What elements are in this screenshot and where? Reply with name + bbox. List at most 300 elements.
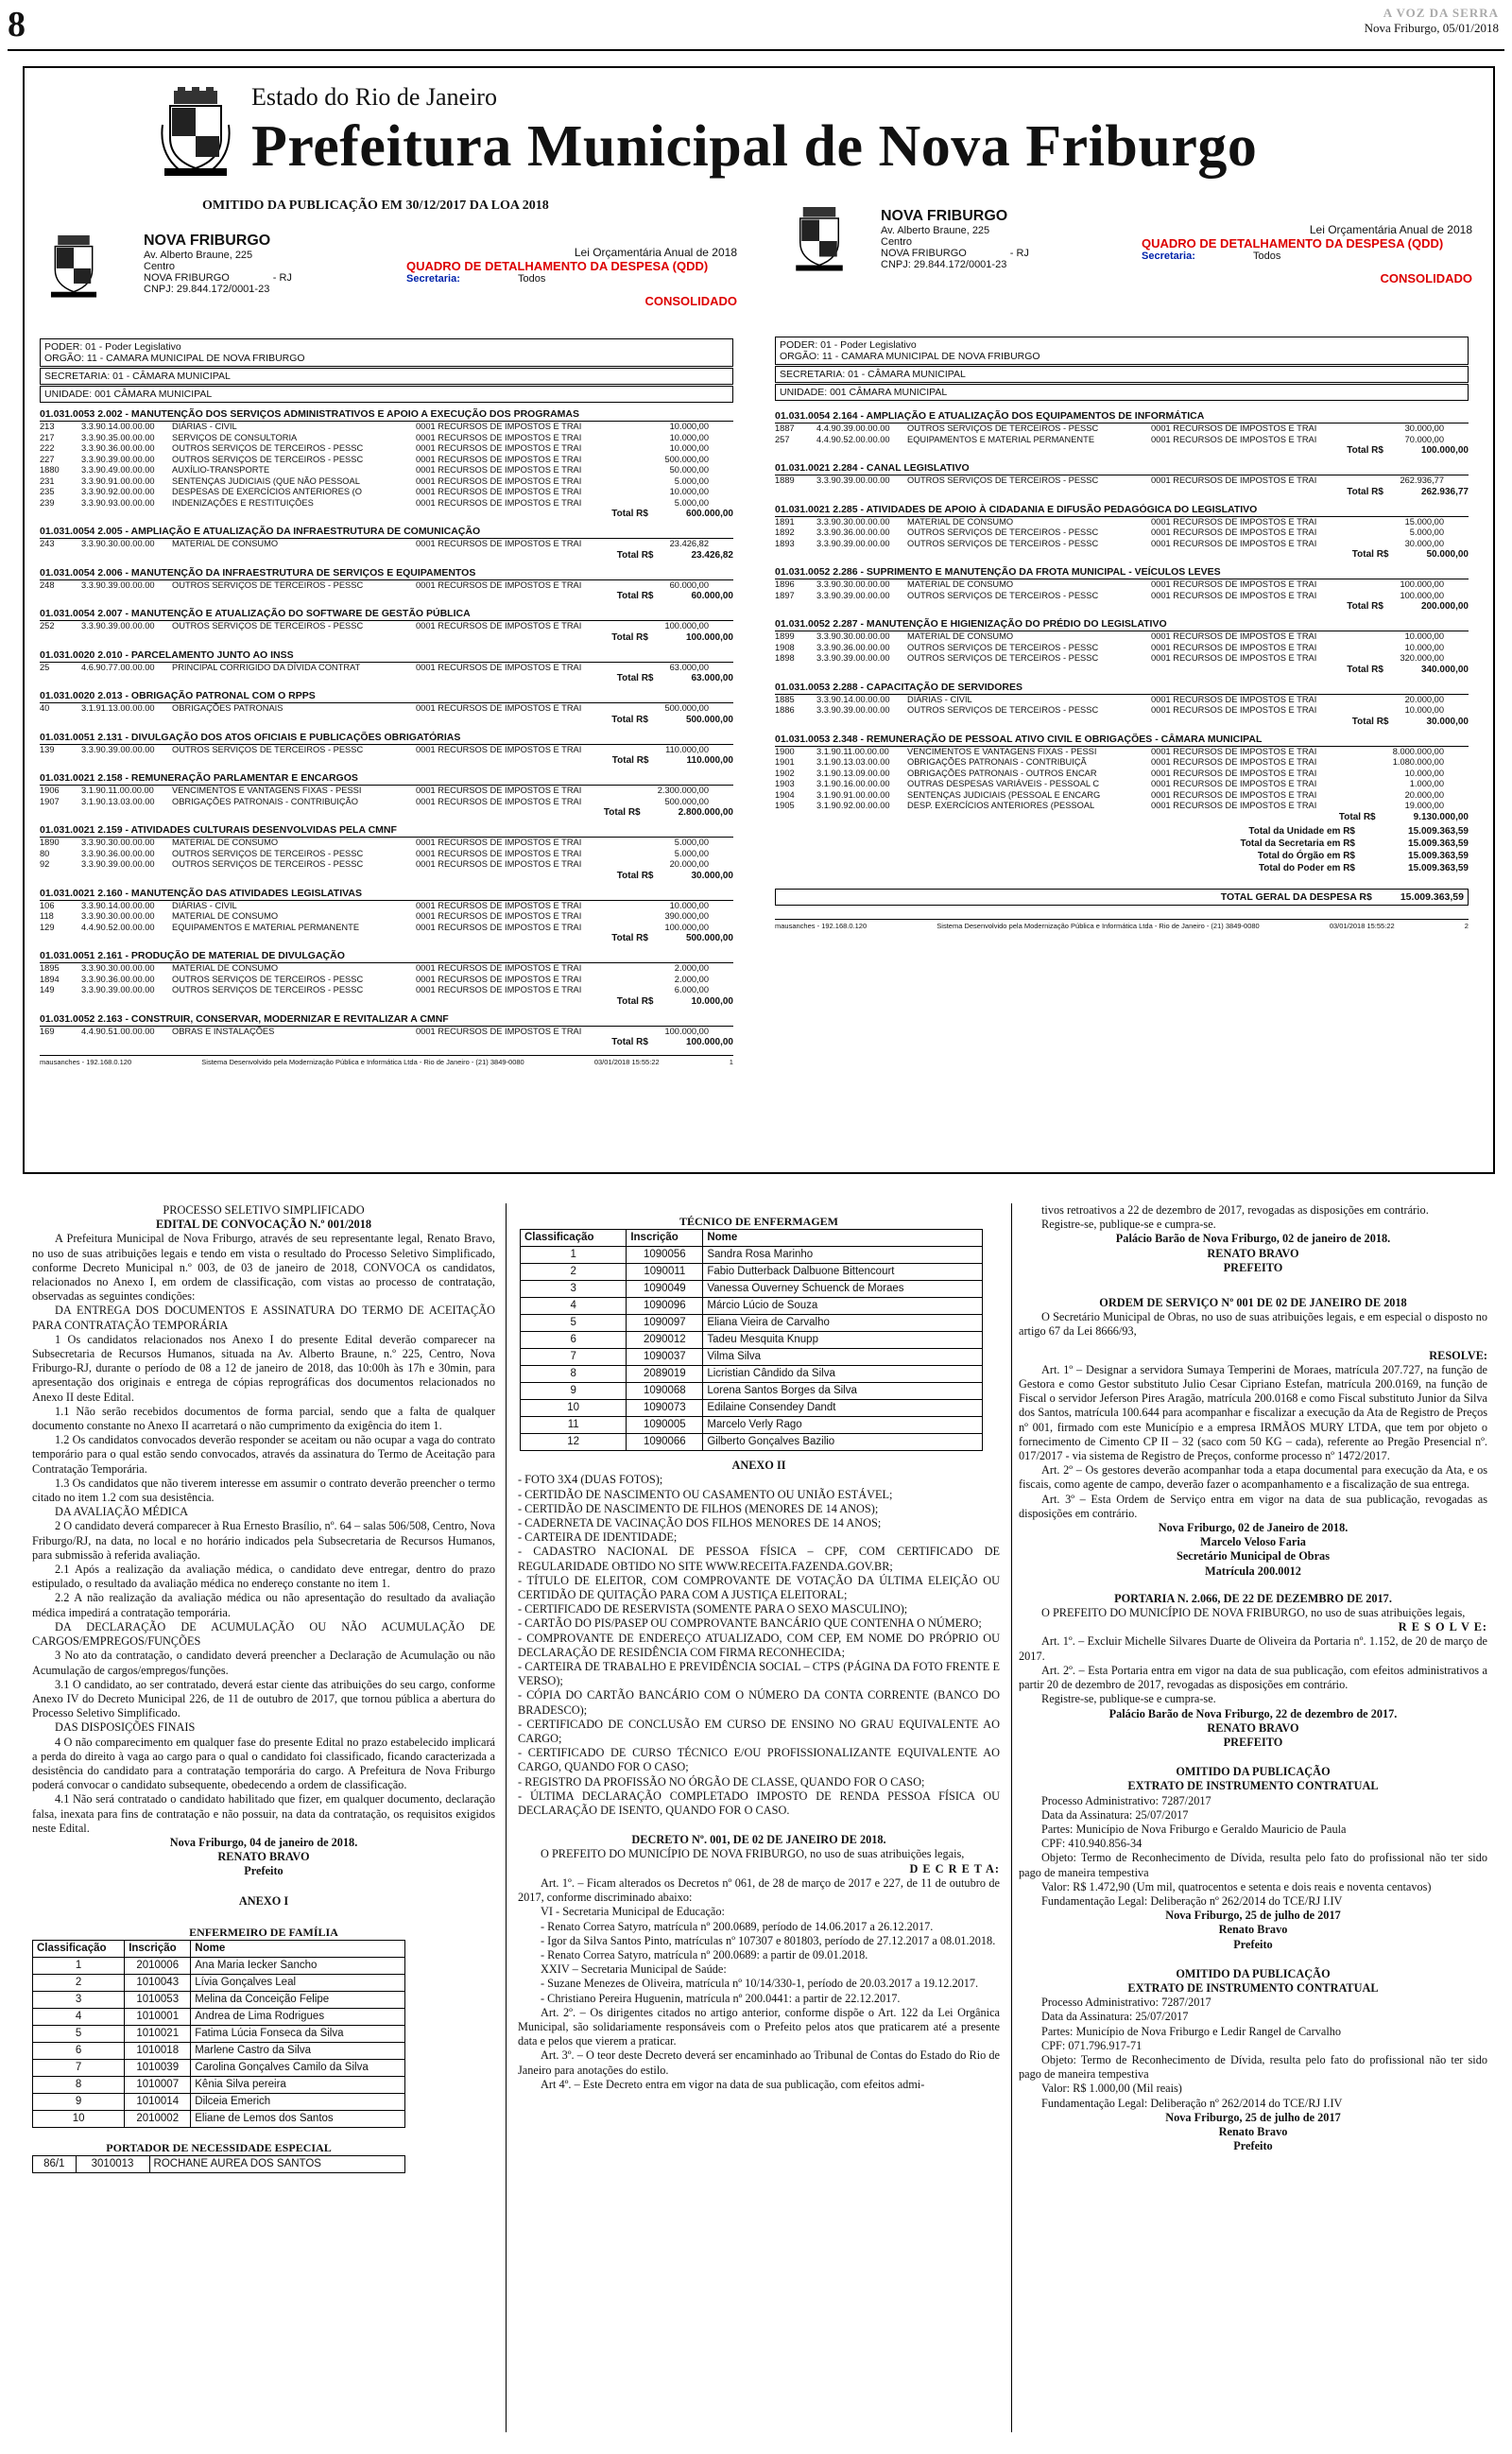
- os-title: ORDEM DE SERVIÇO Nº 001 DE 02 DE JANEIRO DE 2018: [1099, 1296, 1407, 1310]
- cell-registration: 1090037: [627, 1349, 703, 1366]
- budget-row: [775, 747, 1469, 758]
- row-source: 0001 RECURSOS DE IMPOSTOS E TRAI: [1151, 642, 1317, 652]
- cell-registration: 1090066: [627, 1434, 703, 1451]
- paragraph: Art. 1º. – Ficam alterados os Decretos nº 061, de 28 de março de 2017 e 227, de 11 de outubro de 2017, conforme discriminado abaixo:: [518, 1875, 1000, 1905]
- program-header: 01.031.0021 2.285 - ATIVIDADES DE APOIO À CIDADANIA E DIFUSÃO PEDAGÓGICA DO LEGISLATIVO: [775, 504, 1469, 517]
- cell-registration: 2090012: [627, 1332, 703, 1349]
- table-row: [521, 1298, 983, 1315]
- table-row: [33, 2110, 405, 2127]
- row-source: 0001 RECURSOS DE IMPOSTOS E TRAI: [416, 497, 582, 508]
- total-label: Total R$: [1347, 601, 1383, 612]
- cell-registration: 2010002: [125, 2110, 191, 2127]
- row-element: 3.3.90.93.00.00.00: [81, 497, 155, 508]
- summary-total: [775, 826, 1469, 838]
- law-title: Lei Orçamentária Anual de 2018: [574, 246, 737, 259]
- cell-name: Lorena Santos Borges da Silva: [703, 1383, 983, 1400]
- program-header: 01.031.0051 2.131 - DIVULGAÇÃO DOS ATOS OFICIAIS E PUBLICAÇÕES OBRIGATÓRIAS: [40, 732, 733, 745]
- row-value: 60.000,00: [669, 579, 709, 590]
- os-matricula: Matrícula 200.0012: [1205, 1564, 1301, 1578]
- budget-row: [775, 790, 1469, 802]
- document-item: - REGISTRO DA PROFISSÃO NO ÓRGÃO DE CLASSE, QUANDO FOR O CASO;: [518, 1774, 925, 1789]
- row-value: 6.000,00: [674, 985, 709, 994]
- row-description: OUTROS SERVIÇOS DE TERCEIROS - PESSC: [172, 744, 364, 754]
- cell-registration: 1010053: [125, 1991, 191, 2008]
- cell-name: Kênia Silva pereira: [191, 2076, 405, 2093]
- program-total: [40, 1037, 733, 1049]
- row-value: 8.000.000,00: [1392, 746, 1444, 756]
- program-total: [40, 591, 733, 603]
- coat-of-arms-small-icon: [47, 233, 100, 299]
- row-element: 3.3.90.14.00.00.00: [81, 422, 155, 431]
- row-code: 1886: [775, 705, 795, 715]
- budget-row: [40, 433, 733, 444]
- row-code: 248: [40, 579, 55, 590]
- row-description: DESP. EXERCÍCIOS ANTERIORES (PESSOAL: [907, 801, 1095, 810]
- budget-row: [775, 539, 1469, 550]
- row-source: 0001 RECURSOS DE IMPOSTOS E TRAI: [1151, 694, 1317, 704]
- budget-row: [775, 653, 1469, 665]
- tecnico-table: [520, 1229, 983, 1451]
- col-header: Classificação: [33, 1940, 125, 1957]
- total-value: 200.000,00: [1420, 601, 1469, 612]
- total-label: Total R$: [616, 549, 654, 561]
- edital-signature: RENATO BRAVO: [217, 1850, 310, 1864]
- row-element: 3.1.90.11.00.00.00: [816, 746, 889, 756]
- state-name: Estado do Rio de Janeiro: [251, 83, 497, 111]
- row-value: 1.000,00: [1409, 779, 1444, 788]
- paragraph: XXIV – Secretaria Municipal de Saúde:: [541, 1962, 727, 1977]
- os-body: [1019, 1363, 1487, 1521]
- total-value: 2.800.000,00: [678, 807, 733, 818]
- paragraph: DAS DISPOSIÇÕES FINAIS: [55, 1720, 196, 1735]
- signature: RENATO BRAVO: [1207, 1720, 1299, 1735]
- uf: - RJ: [1009, 248, 1029, 259]
- cell-name: Márcio Lúcio de Souza: [703, 1298, 983, 1315]
- cell-name: Tadeu Mesquita Knupp: [703, 1332, 983, 1349]
- signature: RENATO BRAVO: [1207, 1246, 1299, 1260]
- row-code: 1891: [775, 516, 795, 527]
- row-code: 1904: [775, 789, 795, 800]
- cell-classification: 9: [521, 1383, 627, 1400]
- budget-row: [40, 975, 733, 986]
- total-label: Total R$: [611, 631, 648, 643]
- paragraph: VI - Secretaria Municipal de Educação:: [541, 1905, 725, 1919]
- cell-classification: 10: [33, 2110, 125, 2127]
- row-value: 262.936,77: [1400, 475, 1444, 485]
- row-value: 30.000,00: [1404, 423, 1444, 433]
- budget-row: [40, 786, 733, 797]
- row-description: OUTROS SERVIÇOS DE TERCEIROS - PESSC: [172, 443, 364, 453]
- cell-classification: 10: [521, 1400, 627, 1417]
- total-value: 100.000,00: [685, 631, 733, 643]
- row-value: 19.000,00: [1404, 801, 1444, 810]
- budget-row: [40, 923, 733, 934]
- row-description: SENTENÇAS JUDICIAIS (QUE NÃO PESSOAL: [172, 475, 360, 486]
- entity-district: Centro: [881, 236, 913, 248]
- secretaria-label: Secretaria:: [406, 273, 460, 285]
- table-row: [33, 2059, 405, 2076]
- secretaria-label: Secretaria:: [1142, 251, 1195, 262]
- org-orgao: ORGÃO: 11 - CAMARA MUNICIPAL DE NOVA FRIBURGO: [44, 353, 305, 364]
- secretaria-value: Todos: [1253, 251, 1281, 262]
- row-value: 390.000,00: [664, 911, 709, 921]
- cell-classification: 4: [33, 2008, 125, 2025]
- row-source: 0001 RECURSOS DE IMPOSTOS E TRAI: [1151, 579, 1317, 589]
- budget-row: [40, 901, 733, 912]
- program-total: [40, 755, 733, 768]
- resolve-label: R E S O L V E:: [1398, 1620, 1487, 1634]
- document-item: - CERTIFICADO DE CURSO TÉCNICO E/OU PROFISSIONALIZANTE EQUIVALENTE AO CARGO, QUANDO FOR O CASO;: [518, 1746, 1000, 1774]
- row-code: 25: [40, 662, 50, 672]
- summary-total: [775, 863, 1469, 875]
- cell-registration: 3010013: [76, 2156, 149, 2173]
- cell-classification: 3: [33, 1991, 125, 2008]
- total-geral: [775, 889, 1469, 906]
- program-header: 01.031.0054 2.164 - AMPLIAÇÃO E ATUALIZAÇÃO DOS EQUIPAMENTOS DE INFORMÁTICA: [775, 410, 1469, 423]
- document-item: - CERTIFICADO DE CONCLUSÃO EM CURSO DE ENSINO NO GRAU EQUIVALENTE AO CARGO;: [518, 1717, 1000, 1746]
- decreto-body: [518, 1876, 1000, 2092]
- paragraph: Registre-se, publique-se e cumpra-se.: [1041, 1692, 1216, 1706]
- coat-of-arms-icon: [161, 87, 231, 178]
- row-element: 3.3.90.39.00.00.00: [81, 859, 155, 869]
- row-code: 1903: [775, 779, 795, 788]
- row-value: 110.000,00: [665, 744, 709, 754]
- total-label: Total R$: [1347, 664, 1383, 675]
- cell-registration: 1090049: [627, 1281, 703, 1298]
- row-element: 3.3.90.39.00.00.00: [81, 579, 155, 590]
- decreto-intro: O PREFEITO DO MUNICÍPIO DE NOVA FRIBURGO, no uso de suas atribuições legais,: [541, 1847, 965, 1861]
- row-code: 1887: [775, 423, 795, 433]
- table-row: [521, 1264, 983, 1281]
- cell-name: Eliane de Lemos dos Santos: [191, 2110, 405, 2127]
- foot-page: 1: [729, 1058, 733, 1066]
- row-description: OBRIGAÇÕES PATRONAIS - CONTRIBUIÇÃO: [172, 796, 358, 806]
- org-secretaria: SECRETARIA: 01 - CÂMARA MUNICIPAL: [780, 369, 966, 380]
- row-code: 252: [40, 621, 55, 631]
- row-source: 0001 RECURSOS DE IMPOSTOS E TRAI: [1151, 434, 1317, 444]
- cell-registration: 1090068: [627, 1383, 703, 1400]
- row-description: VENCIMENTOS E VANTAGENS FIXAS - PESSI: [172, 786, 362, 795]
- page-dateline: [1365, 6, 1499, 36]
- row-source: 0001 RECURSOS DE IMPOSTOS E TRAI: [1151, 475, 1317, 485]
- row-description: OUTROS SERVIÇOS DE TERCEIROS - PESSC: [172, 859, 364, 869]
- budget-row: [40, 455, 733, 466]
- total-value: 110.000,00: [686, 755, 733, 766]
- cell-classification: 7: [33, 2059, 125, 2076]
- row-source: 0001 RECURSOS DE IMPOSTOS E TRAI: [416, 744, 582, 754]
- total-label: Total R$: [611, 933, 648, 943]
- foot-date: 03/01/2018 15:55:22: [593, 1058, 660, 1066]
- row-description: OBRIGAÇÕES PATRONAIS - CONTRIBUIÇÃ: [907, 757, 1087, 767]
- qdd-entity-right: [881, 208, 1164, 270]
- document-item: - ÚLTIMA DECLARAÇÃO COMPLETADO IMPOSTO DE RENDA PESSOA FÍSICA OU DECLARAÇÃO DE ISENTO, QUANDO FOR O CASO.: [518, 1789, 1000, 1818]
- row-value: 20.000,00: [1404, 694, 1444, 704]
- program-total: [40, 807, 733, 820]
- budget-row: [40, 859, 733, 871]
- total-label: Total R$: [1338, 811, 1376, 822]
- program-header: 01.031.0021 2.159 - ATIVIDADES CULTURAIS DESENVOLVIDAS PELA CMNF: [40, 824, 733, 838]
- row-value: 5.000,00: [674, 475, 709, 486]
- row-element: 3.3.90.36.00.00.00: [816, 642, 890, 652]
- row-description: MATERIAL DE CONSUMO: [172, 838, 279, 847]
- row-source: 0001 RECURSOS DE IMPOSTOS E TRAI: [1151, 653, 1317, 663]
- col-header: Classificação: [521, 1230, 627, 1247]
- row-source: 0001 RECURSOS DE IMPOSTOS E TRAI: [416, 859, 582, 869]
- row-element: 4.4.90.52.00.00.00: [81, 922, 155, 932]
- budget-row: [40, 745, 733, 756]
- row-source: 0001 RECURSOS DE IMPOSTOS E TRAI: [416, 963, 582, 973]
- budget-row: [775, 423, 1469, 435]
- paragraph: CPF: 410.940.856-34: [1041, 1837, 1143, 1851]
- cell-name: Vilma Silva: [703, 1349, 983, 1366]
- paragraph: Art. 3º – Esta Ordem de Serviço entra em vigor na data de sua publicação, revogadas as disposições em contrário.: [1019, 1492, 1487, 1520]
- paragraph: - Igor da Silva Santos Pinto, matrículas nº 107307 e 801803, período de 27.12.2017 a 08.01.2018.: [541, 1933, 996, 1947]
- paragraph: Art. 1º. – Excluir Michelle Silvares Duarte de Oliveira da Portaria nº. 1.152, de 20 de março de 2017.: [1019, 1634, 1487, 1663]
- program-total: [40, 933, 733, 945]
- portador-table: [32, 2155, 405, 2173]
- paragraph: Art. 2º – Os gestores deverão acompanhar toda a etapa documental para execução da Ata, e os fiscais, como agente de campo, deverão fazer o acompanhamento e a fiscalização de sua entrega.: [1019, 1463, 1487, 1492]
- row-source: 0001 RECURSOS DE IMPOSTOS E TRAI: [1151, 516, 1317, 527]
- row-value: 2.000,00: [674, 974, 709, 984]
- program-total: [775, 549, 1469, 562]
- paragraph: Registre-se, publique-se e cumpra-se.: [1041, 1218, 1216, 1232]
- total-value: 30.000,00: [691, 870, 733, 881]
- qdd-title: QUADRO DE DETALHAMENTO DA DESPESA (QDD): [1142, 236, 1444, 251]
- role: PREFEITO: [1223, 1735, 1283, 1749]
- row-description: OBRIGAÇÕES PATRONAIS: [172, 703, 284, 713]
- document-item: - CARTÃO DO PIS/PASEP OU COMPROVANTE BANCÁRIO QUE CONTENHA O NÚMERO;: [518, 1616, 982, 1631]
- org-box: [775, 337, 1469, 365]
- total-value: 100.000,00: [1420, 445, 1469, 456]
- cell-name: Lívia Gonçalves Leal: [191, 1974, 405, 1991]
- row-value: 10.000,00: [669, 900, 709, 910]
- enfermeiro-table: [32, 1940, 405, 2128]
- total-value: 50.000,00: [1426, 549, 1469, 560]
- row-value: 23.426,82: [669, 539, 709, 548]
- budget-row: [775, 591, 1469, 602]
- program-total: [40, 715, 733, 727]
- budget-row: [775, 757, 1469, 769]
- row-description: OUTROS SERVIÇOS DE TERCEIROS - PESSC: [907, 538, 1099, 548]
- col-header: Nome: [703, 1230, 983, 1247]
- document-item: - COMPROVANTE DE ENDEREÇO ATUALIZADO, COM CEP, EM NOME DO PRÓPRIO OU DECLARAÇÃO DE RESIDÊNCIA COM FIRMA RECONHECIDA;: [518, 1631, 1000, 1659]
- budget-row: [775, 527, 1469, 539]
- row-code: 118: [40, 911, 54, 921]
- row-description: VENCIMENTOS E VANTAGENS FIXAS - PESSI: [907, 746, 1097, 756]
- document-item: - CARTEIRA DE TRABALHO E PREVIDÊNCIA SOCIAL – CTPS (PÁGINA DA FOTO FRENTE E VERSO);: [518, 1660, 1000, 1688]
- entity-address: Av. Alberto Braune, 225: [881, 225, 990, 236]
- decreto-continuation: [1019, 1203, 1487, 1232]
- paragraph: - Renato Correa Satyro, matrícula nº 200.0689: a partir de 09.01.2018.: [541, 1947, 868, 1961]
- qdd-panel-left: [40, 338, 733, 1066]
- table-row: [33, 2156, 405, 2173]
- program-total: [40, 996, 733, 1009]
- program-header: 01.031.0052 2.287 - MANUTENÇÃO E HIGIENIZAÇÃO DO PRÉDIO DO LEGISLATIVO: [775, 618, 1469, 631]
- total-value: 10.000,00: [691, 995, 733, 1007]
- budget-row: [40, 443, 733, 455]
- row-value: 5.000,00: [1409, 527, 1444, 537]
- paragraph: - Renato Correa Satyro, matrícula nº 200.0689, período de 14.06.2017 a 26.12.2017.: [541, 1919, 934, 1933]
- row-element: 3.3.90.36.00.00.00: [81, 974, 155, 984]
- row-description: OUTROS SERVIÇOS DE TERCEIROS - PESSC: [172, 579, 364, 590]
- row-code: 222: [40, 443, 55, 453]
- row-element: 3.3.90.39.00.00.00: [816, 705, 890, 715]
- row-description: MATERIAL DE CONSUMO: [907, 579, 1014, 589]
- paragraph: - Suzane Menezes de Oliveira, matrícula nº 10/14/330-1, período de 20.03.2017 a 19.12.2017.: [541, 1977, 979, 1991]
- budget-row: [775, 579, 1469, 591]
- row-element: 3.3.90.39.00.00.00: [81, 744, 155, 754]
- document-item: - CERTIFICADO DE RESERVISTA (SOMENTE PARA O SEXO MASCULINO);: [518, 1602, 908, 1616]
- secretaria-value: Todos: [518, 273, 546, 285]
- entity-district: Centro: [144, 261, 176, 272]
- row-description: MATERIAL DE CONSUMO: [907, 516, 1014, 527]
- total-value: 23.426,82: [691, 549, 733, 561]
- qdd-title: QUADRO DE DETALHAMENTO DA DESPESA (QDD): [406, 259, 709, 273]
- org-box: [40, 338, 733, 367]
- row-code: 139: [40, 744, 55, 754]
- footer-left: [40, 1055, 733, 1066]
- sec-box: [40, 368, 733, 385]
- foot-page: 2: [1464, 921, 1469, 930]
- cell-classification: 6: [521, 1332, 627, 1349]
- edital-column: [32, 1203, 495, 2173]
- row-value: 30.000,00: [1404, 538, 1444, 548]
- extrato-2-body: [1019, 1996, 1487, 2111]
- paragraph: 4 O não comparecimento em qualquer fase do presente Edital no prazo estabelecido implicará a perda do direito à vaga ao cargo para o qual o candidato foi classificado, ficando caracterizada a desistência do candidato para a contratação temporária do cargo. A Prefeitura de Nova Friburgo poderá convocar o candidato subsequente, obedecendo a ordem de classificação.: [32, 1735, 495, 1792]
- table-row: [521, 1383, 983, 1400]
- extrato-date: Nova Friburgo, 25 de julho de 2017: [1165, 2110, 1341, 2124]
- total-value: 9.130.000,00: [1413, 811, 1469, 822]
- row-description: INDENIZAÇÕES E RESTITUIÇÕES: [172, 497, 314, 508]
- row-code: 1905: [775, 801, 795, 810]
- anexo-i-title: ANEXO I: [238, 1893, 289, 1908]
- paragraph: Data da Assinatura: 25/07/2017: [1041, 2010, 1189, 2024]
- row-code: 1901: [775, 757, 795, 767]
- row-code: 129: [40, 922, 55, 932]
- total-value: 60.000,00: [691, 591, 733, 601]
- row-description: DIÁRIAS - CIVIL: [907, 694, 972, 704]
- paragraph: Data da Assinatura: 25/07/2017: [1041, 1807, 1189, 1822]
- entity-name: NOVA FRIBURGO: [881, 208, 1008, 224]
- row-description: AUXÍLIO-TRANSPORTE: [172, 465, 270, 475]
- row-value: 500.000,00: [664, 703, 709, 713]
- document-item: - CERTIDÃO DE NASCIMENTO DE FILHOS (MENORES DE 14 ANOS);: [518, 1501, 879, 1515]
- right-groups: [775, 410, 1469, 824]
- row-description: OBRAS E INSTALAÇÕES: [172, 1026, 275, 1036]
- row-source: 0001 RECURSOS DE IMPOSTOS E TRAI: [1151, 538, 1317, 548]
- row-description: OBRIGAÇÕES PATRONAIS - OUTROS ENCAR: [907, 768, 1097, 778]
- extrato-role: Prefeito: [1233, 2139, 1273, 2153]
- row-description: OUTROS SERVIÇOS DE TERCEIROS - PESSC: [172, 848, 364, 858]
- cell-name: Fatima Lúcia Fonseca da Silva: [191, 2025, 405, 2042]
- budget-row: [775, 435, 1469, 446]
- row-source: 0001 RECURSOS DE IMPOSTOS E TRAI: [1151, 779, 1317, 788]
- table-row: [33, 1957, 405, 1974]
- program-header: 01.031.0052 2.286 - SUPRIMENTO E MANUTENÇÃO DA FROTA MUNICIPAL - VEÍCULOS LEVES: [775, 566, 1469, 579]
- row-source: 0001 RECURSOS DE IMPOSTOS E TRAI: [1151, 423, 1317, 433]
- total-value: 500.000,00: [685, 714, 733, 725]
- row-element: 3.3.90.39.00.00.00: [816, 538, 890, 548]
- consolidado-label: CONSOLIDADO: [644, 294, 737, 308]
- table-row: [521, 1315, 983, 1332]
- row-description: EQUIPAMENTOS E MATERIAL PERMANENTE: [907, 434, 1095, 444]
- row-description: OUTRAS DESPESAS VARIÁVEIS - PESSOAL C: [907, 779, 1100, 788]
- row-description: MATERIAL DE CONSUMO: [907, 631, 1014, 641]
- portaria-intro: O PREFEITO DO MUNICÍPIO DE NOVA FRIBURGO, no uso de suas atribuições legais,: [1041, 1606, 1466, 1620]
- row-code: 1906: [40, 786, 60, 795]
- budget-row: [775, 769, 1469, 780]
- summary-label: Total do Órgão em R$: [1257, 850, 1355, 861]
- row-value: 10.000,00: [669, 443, 709, 453]
- extrato-date: Nova Friburgo, 25 de julho de 2017: [1165, 1909, 1341, 1923]
- document-item: - TÍTULO DE ELEITOR, COM COMPROVANTE DE VOTAÇÃO DA ÚLTIMA ELEIÇÃO OU CERTIDÃO DE QUITAÇÃO PARA COM A JUSTIÇA ELEITORAL;: [518, 1573, 1000, 1602]
- entity-city: [144, 272, 427, 284]
- entity-address: Av. Alberto Braune, 225: [144, 250, 253, 261]
- row-element: 3.3.90.14.00.00.00: [816, 694, 890, 704]
- entity-name: NOVA FRIBURGO: [144, 233, 271, 249]
- row-source: 0001 RECURSOS DE IMPOSTOS E TRAI: [1151, 590, 1317, 600]
- paragraph: Objeto: Termo de Reconhecimento de Dívida, resulta pelo fato do profissional não ter sido pago de maneira tempestiva: [1019, 2052, 1487, 2082]
- program-header: 01.031.0020 2.013 - OBRIGAÇÃO PATRONAL COM O RPPS: [40, 690, 733, 703]
- row-source: 0001 RECURSOS DE IMPOSTOS E TRAI: [1151, 527, 1317, 537]
- palacio-date: Palácio Barão de Nova Friburgo, 22 de dezembro de 2017.: [1108, 1706, 1398, 1720]
- decreta-label: D E C R E T A:: [909, 1861, 1000, 1875]
- budget-row: [40, 911, 733, 923]
- cell-classification: 9: [33, 2093, 125, 2110]
- paragraph: 3.1 O candidato, ao ser contratado, deverá estar ciente das atribuições do seu cargo, conforme Anexo IV do Decreto Municipal 226, de 11 de outubro de 2017, que tornou pública a abertura do Processo Seletivo Simplificado.: [32, 1677, 495, 1720]
- table-row: [521, 1281, 983, 1298]
- edital-body: [32, 1232, 495, 1836]
- col-header: Nome: [191, 1940, 405, 1957]
- row-element: 3.3.90.36.00.00.00: [816, 527, 890, 537]
- budget-row: [40, 621, 733, 632]
- program-header: 01.031.0053 2.002 - MANUTENÇÃO DOS SERVIÇOS ADMINISTRATIVOS E APOIO A EXECUÇÃO DOS PROGRAMAS: [40, 408, 733, 422]
- cell-classification: 7: [521, 1349, 627, 1366]
- row-code: 1893: [775, 538, 795, 548]
- org-orgao: ORGÃO: 11 - CAMARA MUNICIPAL DE NOVA FRIBURGO: [780, 351, 1040, 362]
- total-value: 30.000,00: [1426, 716, 1469, 727]
- budget-row: [40, 1027, 733, 1038]
- budget-row: [40, 985, 733, 996]
- program-header: 01.031.0021 2.284 - CANAL LEGISLATIVO: [775, 462, 1469, 475]
- program-total: [40, 871, 733, 883]
- row-element: 3.3.90.30.00.00.00: [816, 516, 890, 527]
- row-source: 0001 RECURSOS DE IMPOSTOS E TRAI: [416, 443, 582, 453]
- program-header: 01.031.0054 2.006 - MANUTENÇÃO DA INFRAESTRUTURA DE SERVIÇOS E EQUIPAMENTOS: [40, 567, 733, 580]
- paragraph: Art. 2º. – Os dirigentes citados no artigo anterior, conforme dispõe o Art. 122 da Lei Orgânica Municipal, são solidariamente responsáveis com o Prefeito pelos atos que praticarem até a presente data e pelos que vierem a praticar.: [518, 2005, 1000, 2048]
- row-element: 3.3.90.39.00.00.00: [81, 454, 155, 464]
- cell-classification: 86/1: [33, 2156, 77, 2173]
- program-total: [775, 717, 1469, 729]
- total-label: Total R$: [1351, 549, 1389, 560]
- row-element: 3.1.91.13.00.00.00: [81, 703, 155, 713]
- foot-system: Sistema Desenvolvido pela Modernização Pública e Informática Ltda - Rio de Janeiro - (21) 3849-0080: [201, 1058, 524, 1066]
- table-row: [521, 1332, 983, 1349]
- row-value: 5.000,00: [674, 848, 709, 858]
- paragraph: DA AVALIAÇÃO MÉDICA: [55, 1505, 188, 1519]
- row-element: 3.3.90.30.00.00.00: [81, 911, 155, 921]
- os-signature: Marcelo Veloso Faria: [1200, 1535, 1306, 1549]
- extrato-role: Prefeito: [1233, 1937, 1273, 1951]
- summary-value: 15.009.363,59: [1408, 850, 1469, 861]
- document-item: - CADASTRO NACIONAL DE PESSOA FÍSICA – CPF, COM CERTIFICADO DE REGULARIDADE OBTIDO NO SITE WWW.RECEITA.FAZENDA.GOV.BR;: [518, 1545, 1000, 1573]
- row-value: 100.000,00: [664, 922, 709, 932]
- paragraph: Art. 2º. – Esta Portaria entra em vigor na data de sua publicação, com efeitos administrativos a partir 20 de dezembro de 2017, revogadas as disposições em contrário.: [1019, 1663, 1487, 1692]
- cell-registration: 1090011: [627, 1264, 703, 1281]
- total-label: Total R$: [611, 509, 648, 519]
- city: NOVA FRIBURGO: [881, 248, 967, 259]
- qdd-title-left: [406, 246, 737, 308]
